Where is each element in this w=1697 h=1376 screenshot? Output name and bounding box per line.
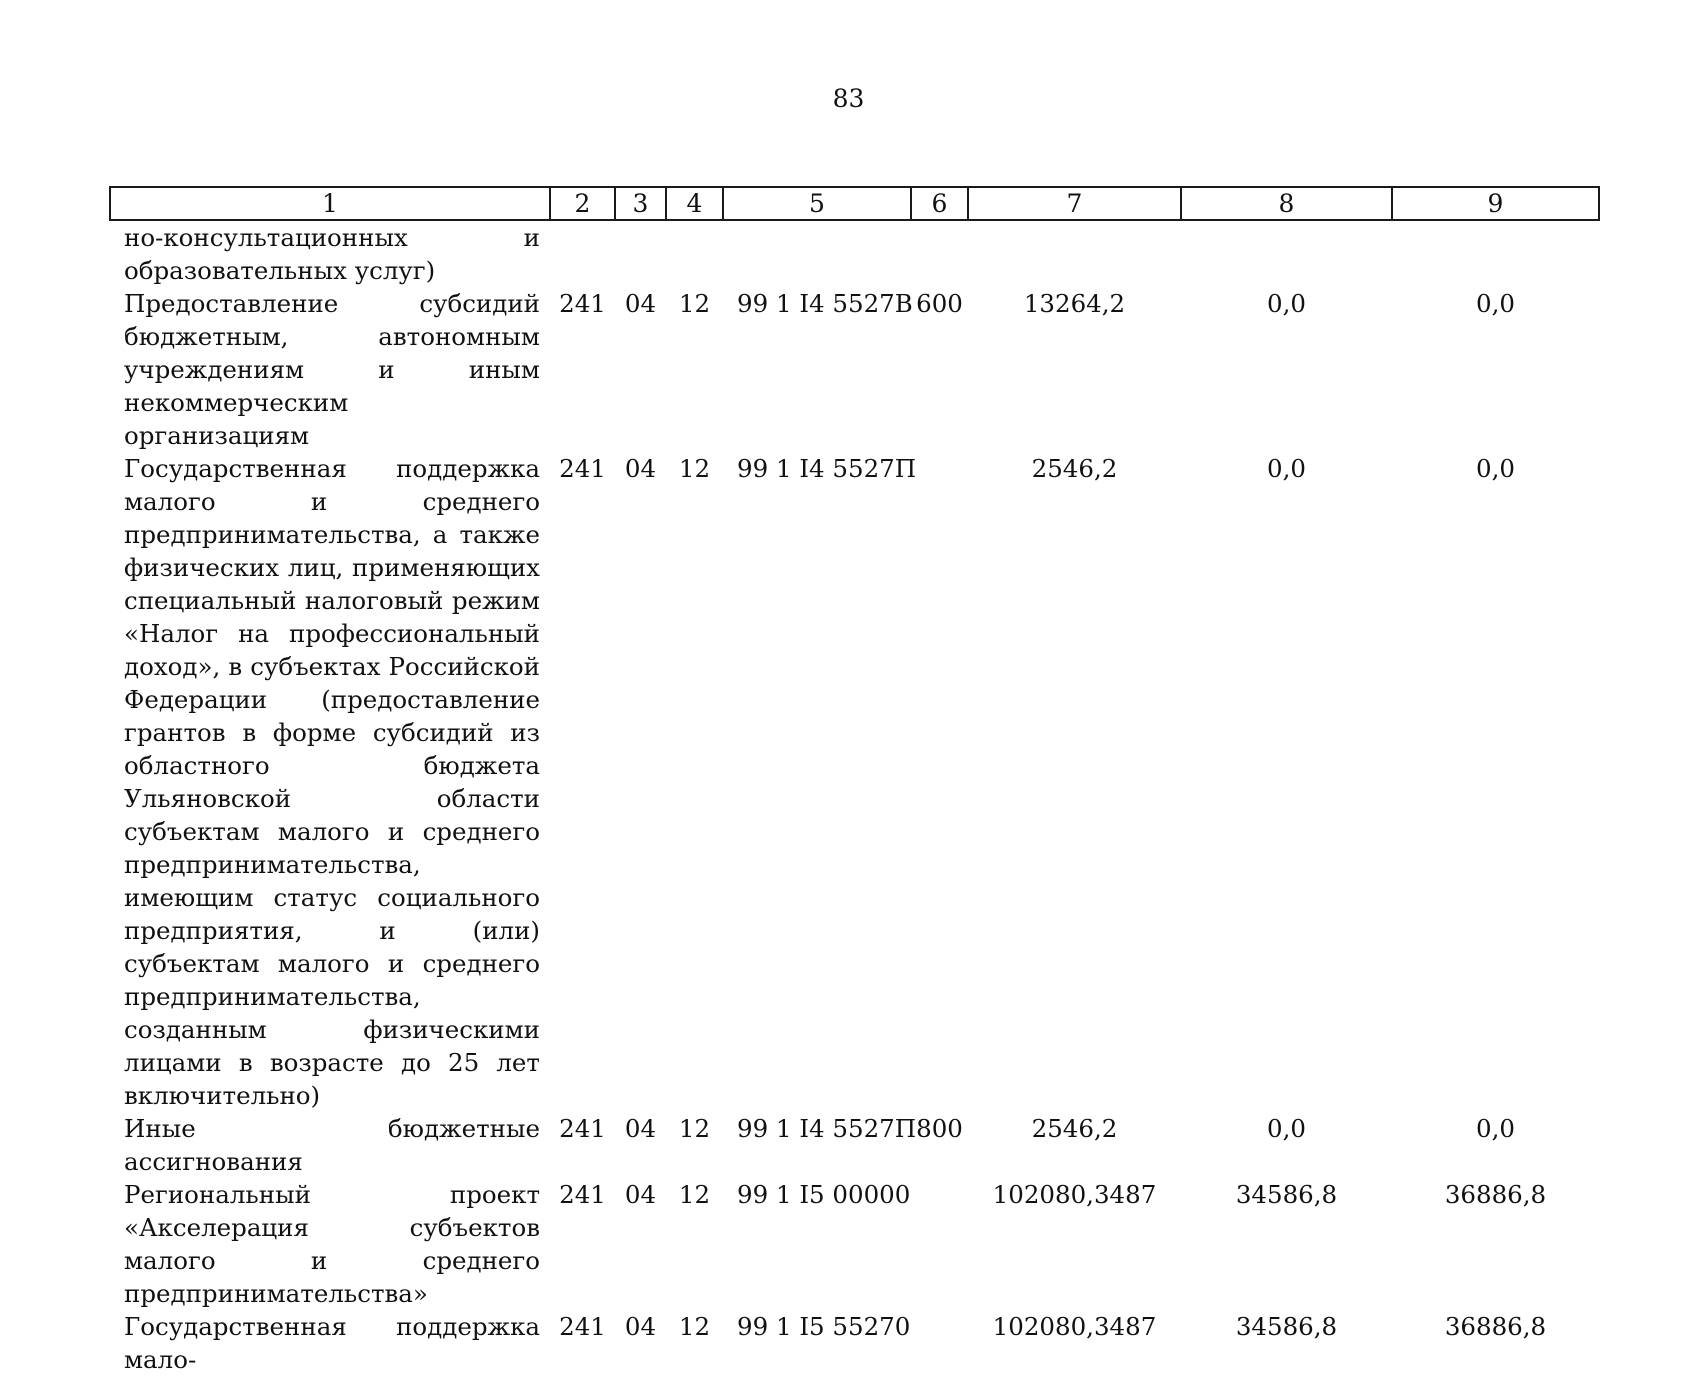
row-col-9: 0,0 [1476, 289, 1515, 318]
table-body [110, 220, 1599, 1376]
row-col-6 [911, 452, 968, 1112]
row-col-6: 600 [916, 289, 963, 318]
header-col-2: 2 [550, 187, 615, 220]
row-col-8: 34586,8 [1235, 1180, 1338, 1209]
row-name: Государственная поддержка мало- [124, 1312, 540, 1374]
row-col-9: 0,0 [1476, 454, 1515, 483]
row-col-4 [666, 220, 723, 287]
header-col-6: 6 [911, 187, 968, 220]
row-col-8: 0,0 [1267, 289, 1306, 318]
table-row [110, 1112, 1599, 1178]
row-name: Предоставление субсидий бюджетным, автономным учреждениям и иным некоммерческим организациям [124, 289, 540, 450]
header-col-5: 5 [723, 187, 911, 220]
row-col-9: 36886,8 [1444, 1312, 1547, 1341]
row-col-9 [1392, 220, 1599, 287]
row-col-5: 99 1 I4 5527В [737, 289, 913, 318]
row-col-5: 99 1 I4 5527П [737, 1114, 917, 1143]
header-row [110, 187, 1599, 220]
row-col-7: 13264,2 [1023, 289, 1126, 318]
row-col-5: 99 1 I4 5527П [737, 454, 917, 483]
row-col-5: 99 1 I5 00000 [737, 1180, 911, 1209]
page-number: 83 [832, 84, 865, 113]
row-col-2: 241 [559, 1114, 606, 1143]
row-name: но-консультационных и образовательных услуг) [124, 223, 540, 285]
header-col-4: 4 [666, 187, 723, 220]
header-col-1: 1 [110, 187, 550, 220]
row-col-7: 102080,3487 [992, 1180, 1157, 1209]
budget-table [109, 186, 1600, 1376]
table-row [110, 1178, 1599, 1310]
row-col-8: 0,0 [1267, 454, 1306, 483]
row-col-5 [723, 220, 911, 287]
row-col-8 [1181, 220, 1392, 287]
row-col-6: 800 [916, 1114, 963, 1143]
table-row [110, 220, 1599, 287]
row-col-6 [911, 220, 968, 287]
header-col-3: 3 [615, 187, 666, 220]
row-col-2: 241 [559, 289, 606, 318]
row-col-7: 2546,2 [1031, 454, 1118, 483]
header-col-7: 7 [968, 187, 1181, 220]
row-col-4: 12 [678, 289, 711, 318]
row-col-3: 04 [624, 1312, 657, 1341]
row-col-9: 36886,8 [1444, 1180, 1547, 1209]
row-col-2 [550, 220, 615, 287]
row-col-3: 04 [624, 1114, 657, 1143]
row-col-4: 12 [678, 1312, 711, 1341]
row-col-2: 241 [559, 454, 606, 483]
table-row [110, 287, 1599, 452]
row-col-8: 34586,8 [1235, 1312, 1338, 1341]
row-col-8: 0,0 [1267, 1114, 1306, 1143]
row-col-3: 04 [624, 1180, 657, 1209]
table-header [110, 187, 1599, 220]
row-name: Государственная поддержка малого и среднего предпринимательства, а также физических лиц, применяющих специальный налоговый режим «Налог на профессиональный доход», в субъектах Российской Федерации (предоставление грантов в форме субсидий из областного бюджета Ульяновской области субъектам малого и среднего предпринимательства, имеющим статус социального предприятия, и (или) субъектам малого и среднего предпринимательства, созданным физическими лицами в возрасте до 25 лет включительно) [124, 454, 540, 1110]
row-col-7: 2546,2 [1031, 1114, 1118, 1143]
row-col-6 [911, 1178, 968, 1310]
row-col-9: 0,0 [1476, 1114, 1515, 1143]
row-col-5: 99 1 I5 55270 [737, 1312, 911, 1341]
row-col-3: 04 [624, 289, 657, 318]
table-row [110, 452, 1599, 1112]
row-name: Региональный проект «Акселерация субъектов малого и среднего предпринимательства» [124, 1180, 540, 1308]
row-col-7: 102080,3487 [992, 1312, 1157, 1341]
row-col-2: 241 [559, 1312, 606, 1341]
row-col-6 [911, 1310, 968, 1376]
row-col-2: 241 [559, 1180, 606, 1209]
header-col-8: 8 [1181, 187, 1392, 220]
row-col-4: 12 [678, 1114, 711, 1143]
row-col-3 [615, 220, 666, 287]
row-col-3: 04 [624, 454, 657, 483]
row-col-4: 12 [678, 454, 711, 483]
header-col-9: 9 [1392, 187, 1599, 220]
row-name: Иные бюджетные ассигнования [124, 1114, 540, 1176]
table-row [110, 1310, 1599, 1376]
row-col-7 [968, 220, 1181, 287]
row-col-4: 12 [678, 1180, 711, 1209]
